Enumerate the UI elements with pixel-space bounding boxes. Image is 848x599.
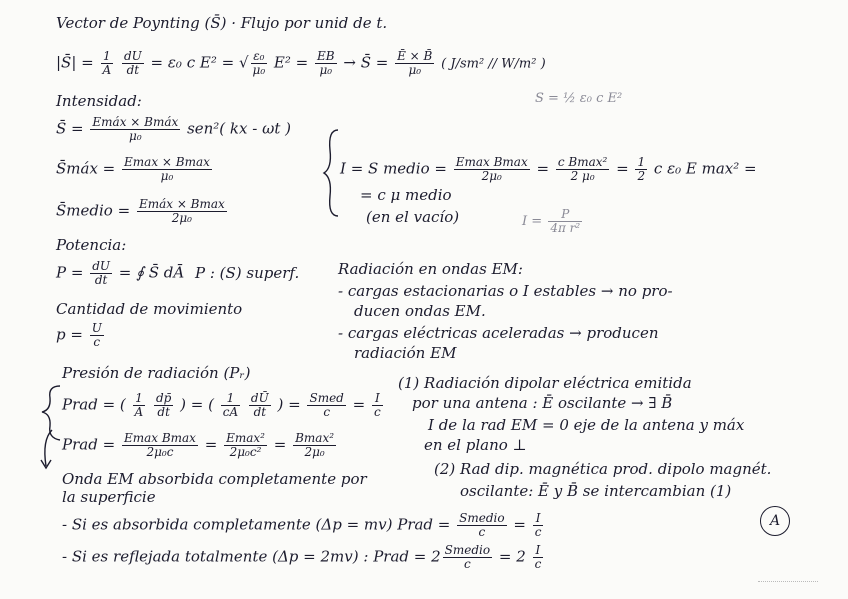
fraction: $\frac{\text{Emáx × Bmáx}}{\text{μ₀}}$ — [92, 115, 179, 143]
gray-note-i — [522, 208, 584, 235]
fraction: $\frac{Ē \times B̄}{\text{μ₀}}$ — [397, 49, 433, 77]
text: I = — [522, 214, 543, 229]
text: = — [536, 159, 550, 178]
fraction: $\frac{U}{c}$ — [91, 321, 102, 349]
units: ( J/sm² // W/m² ) — [441, 56, 546, 72]
fraction: $\frac{dŪ}{dt}$ — [250, 391, 269, 419]
fraction: $\frac{\text{Bmax²}}{\text{2μ₀}}$ — [295, 431, 335, 459]
text: = — [513, 515, 526, 534]
dipolar-1: (1) Radiación dipolar eléctrica emitida — [398, 374, 692, 392]
fraction: $\frac{I}{c}$ — [534, 543, 542, 571]
prad-formula-1 — [62, 392, 385, 419]
dipolar-6: oscilante: Ē y B̄ se intercambian (1) — [460, 482, 732, 500]
curly-brace — [322, 128, 342, 218]
text: → S̄ = — [343, 53, 389, 72]
text: Prad = ( — [62, 395, 126, 414]
text: = 2 — [498, 547, 526, 566]
momentum-formula — [56, 322, 106, 349]
text: Prad = — [62, 435, 116, 454]
onda-absorbida-1: Onda EM absorbida completamente por — [62, 470, 367, 488]
s-max — [56, 156, 214, 183]
text: S̄máx = — [56, 159, 116, 178]
prad-formula-2 — [62, 432, 338, 459]
fraction: $\frac{dU}{dt}$ — [123, 49, 142, 77]
text: S̄medio = — [56, 201, 131, 220]
text: = — [204, 435, 218, 454]
heading-potencia: Potencia: — [56, 236, 127, 254]
dipolar-2: por una antena : Ē oscilante → ∃ B̄ — [412, 394, 673, 412]
fraction: $\frac{\text{Smedio}}{c}$ — [444, 543, 491, 571]
fraction: $\frac{I}{c}$ — [534, 511, 542, 539]
poynting-formula: |S̄| = $\frac{1}{A}$ $\frac{dU}{dt}$ = ε₀ c E² = √ $\frac{\text{ε₀}}{\text{μ₀}}$ E² = $\frac{EB}{\text{μ₀}}$ → S̄ = $\frac{Ē \times B̄}{\text{μ₀}}$ ( J/sm² // W/m² ) — [56, 49, 546, 77]
fraction: $\frac{\text{c Bmax²}}{\text{2 μ₀}}$ — [557, 155, 608, 183]
text: |S̄| = — [56, 53, 94, 72]
heading-intensidad: Intensidad: — [56, 92, 142, 110]
dipolar-5: (2) Rad dip. magnética prod. dipolo magnét. — [434, 460, 772, 478]
text: P : (S) superf. — [194, 263, 300, 282]
text: = — [273, 435, 287, 454]
dipolar-3: I de la rad EM = 0 eje de la antena y máx — [428, 416, 745, 434]
s-medio — [56, 198, 229, 225]
radiacion-item-1: - cargas estacionarias o I estables → no pro- — [338, 282, 673, 300]
text: c ε₀ E max² = — [653, 159, 757, 178]
circled-a-mark: A — [760, 506, 790, 536]
fraction: $\frac{1}{A}$ — [102, 49, 112, 77]
fraction: $\frac{1}{A}$ — [134, 391, 144, 419]
text: sen²( kx - ωt ) — [187, 119, 291, 138]
fraction: $\frac{1}{cA}$ — [222, 391, 239, 419]
potencia-formula — [56, 260, 299, 287]
reflejada-formula — [62, 544, 545, 571]
text: P = — [56, 263, 84, 282]
fraction: $\frac{\text{Smed}}{c}$ — [309, 391, 344, 419]
footer-divider — [758, 581, 818, 585]
onda-absorbida-2: la superficie — [62, 488, 156, 506]
text: E² = — [273, 53, 309, 72]
absorbida-formula — [62, 512, 545, 539]
fraction: $\frac{dU}{dt}$ — [92, 259, 111, 287]
text: I = S medio = — [340, 159, 447, 178]
s-instantaneous — [56, 116, 291, 143]
intensity-vacuum: (en el vacío) — [366, 208, 460, 226]
text: = — [352, 395, 366, 414]
fraction: $\frac{I}{c}$ — [374, 391, 381, 419]
fraction: $\frac{1}{2}$ — [637, 155, 646, 183]
fraction: $\frac{EB}{\text{μ₀}}$ — [317, 49, 335, 77]
text: ) = ( — [180, 395, 214, 414]
heading-presion: Presión de radiación (Pᵣ) — [62, 364, 251, 382]
dipolar-4: en el plano ⊥ — [424, 436, 527, 454]
intensity-formula — [340, 156, 757, 183]
radiacion-item-2: - cargas eléctricas aceleradas → producen — [338, 324, 659, 342]
fraction: $\frac{\text{Emax Bmax}}{\text{2μ₀}}$ — [455, 155, 528, 183]
heading-poynting: Vector de Poynting (S̄) · Flujo por unid de t. — [56, 14, 388, 32]
fraction: $\frac{dp̄}{dt}$ — [156, 391, 172, 419]
fraction: $\frac{\text{Emax²}}{\text{2μ₀c²}}$ — [226, 431, 265, 459]
text: - Si es absorbida completamente (Δp = mv) Prad = — [62, 515, 451, 534]
gray-note-s: S = ½ ε₀ c E² — [535, 91, 623, 106]
fraction: $\frac{\text{Emax Bmax}}{\text{2μ₀c}}$ — [123, 431, 196, 459]
fraction: $\frac{Emax \times Bmax}{\text{μ₀}}$ — [124, 155, 210, 183]
heading-cantidad-movimiento: Cantidad de movimiento — [56, 300, 243, 318]
text: p = — [56, 325, 83, 344]
radiacion-item-1-cont: ducen ondas EM. — [354, 302, 486, 320]
text: ) = — [277, 395, 301, 414]
text: - Si es reflejada totalmente (Δp = 2mv) : Prad = 2 — [62, 547, 441, 566]
intensity-cmu: = c μ medio — [360, 186, 452, 204]
text: S̄ = — [56, 119, 84, 138]
left-brace-arrow — [38, 384, 64, 472]
fraction: $\frac{P}{\text{4π r²}}$ — [550, 207, 581, 235]
text: = — [616, 159, 629, 178]
fraction: $\frac{\text{Emáx × Bmax}}{\text{2μ₀}}$ — [138, 197, 225, 225]
fraction: $\frac{\text{ε₀}}{\text{μ₀}}$ — [252, 49, 266, 77]
radiacion-item-2-cont: radiación EM — [354, 344, 457, 362]
text: = ∮ S̄ dĀ — [118, 263, 185, 282]
text: = ε₀ c E² = — [150, 53, 235, 72]
heading-radiacion: Radiación en ondas EM: — [338, 260, 523, 278]
fraction: $\frac{\text{Smedio}}{c}$ — [459, 511, 505, 539]
